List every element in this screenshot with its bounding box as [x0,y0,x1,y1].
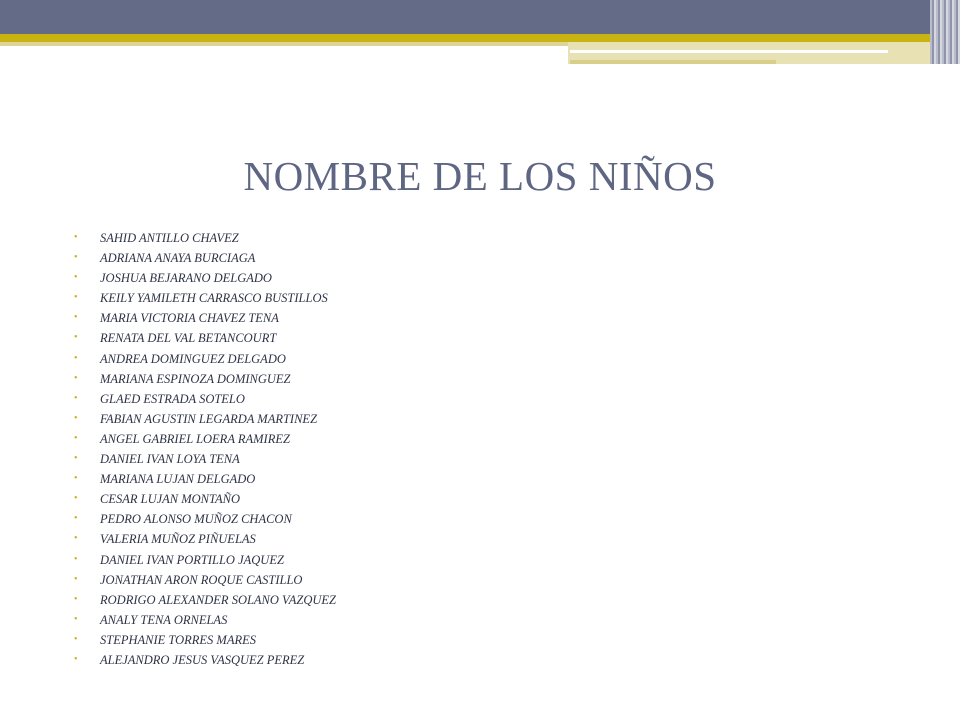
name-list-item [74,509,336,529]
bullet-icon: • [74,613,78,625]
bullet-icon: • [74,513,78,525]
name-text: CESAR LUJAN MONTAÑO [100,492,241,507]
name-list-item [74,349,336,369]
name-list-item [74,228,336,248]
name-text: ANDREA DOMINGUEZ DELGADO [100,351,286,366]
name-list-item [74,268,336,288]
name-list-item [74,550,336,570]
name-list-item [74,288,336,308]
name-list-item [74,469,336,489]
name-text: DANIEL IVAN PORTILLO JAQUEZ [100,552,284,567]
name-list-item [74,429,336,449]
name-text: JONATHAN ARON ROQUE CASTILLO [100,572,303,587]
name-text: ADRIANA ANAYA BURCIAGA [100,251,256,266]
name-list-item [74,308,336,328]
bullet-icon: • [74,312,78,324]
corner-stripes-decoration [930,0,960,64]
bullet-icon: • [74,493,78,505]
bullet-icon: • [74,653,78,665]
name-text: ANALY TENA ORNELAS [100,612,228,627]
name-text: ANGEL GABRIEL LOERA RAMIREZ [100,431,290,446]
name-list-item [74,328,336,348]
name-text: PEDRO ALONSO MUÑOZ CHACON [100,512,292,527]
name-list-item [74,570,336,590]
header-tab-line [570,50,888,53]
name-text: KEILY YAMILETH CARRASCO BUSTILLOS [100,291,328,306]
name-list-item [74,590,336,610]
name-text: VALERIA MUÑOZ PIÑUELAS [100,532,256,547]
name-text: STEPHANIE TORRES MARES [100,632,256,647]
name-list-item [74,409,336,429]
bullet-icon: • [74,392,78,404]
header-accent-stripe [0,34,960,42]
name-text: FABIAN AGUSTIN LEGARDA MARTINEZ [100,411,318,426]
name-list-item [74,529,336,549]
name-list-item [74,389,336,409]
bullet-icon: • [74,533,78,545]
bullet-icon: • [74,332,78,344]
bullet-icon: • [74,352,78,364]
name-list-item [74,630,336,650]
bullet-icon: • [74,593,78,605]
bullet-icon: • [74,633,78,645]
bullet-icon: • [74,412,78,424]
name-text: RODRIGO ALEXANDER SOLANO VAZQUEZ [100,592,336,607]
bullet-icon: • [74,232,78,243]
bullet-icon: • [74,252,78,264]
name-list-item [74,610,336,630]
bullet-icon: • [74,553,78,565]
name-text: GLAED ESTRADA SOTELO [100,391,245,406]
name-list-item [74,449,336,469]
bullet-icon: • [74,473,78,485]
bullet-icon: • [74,372,78,384]
name-text: MARIANA LUJAN DELGADO [100,472,256,487]
bullet-icon: • [74,272,78,284]
name-list-item [74,369,336,389]
name-list-item [74,248,336,268]
name-list-item [74,650,336,670]
bullet-icon: • [74,573,78,585]
name-text: RENATA DEL VAL BETANCOURT [100,331,277,346]
name-text: SAHID ANTILLO CHAVEZ [100,231,239,245]
name-text: MARIA VICTORIA CHAVEZ TENA [100,311,279,326]
bullet-icon: • [74,432,78,444]
bullet-icon: • [74,292,78,304]
name-text: MARIANA ESPINOZA DOMINGUEZ [100,371,291,386]
header-bar [0,0,960,34]
name-text: DANIEL IVAN LOYA TENA [100,452,240,467]
name-list-item [74,489,336,509]
names-list [74,228,336,670]
name-text: ALEJANDRO JESUS VASQUEZ PEREZ [100,652,305,667]
name-text: JOSHUA BEJARANO DELGADO [100,271,272,286]
slide-title: NOMBRE DE LOS NIÑOS [243,153,717,199]
header-tab-strip [570,60,776,64]
bullet-icon: • [74,453,78,465]
